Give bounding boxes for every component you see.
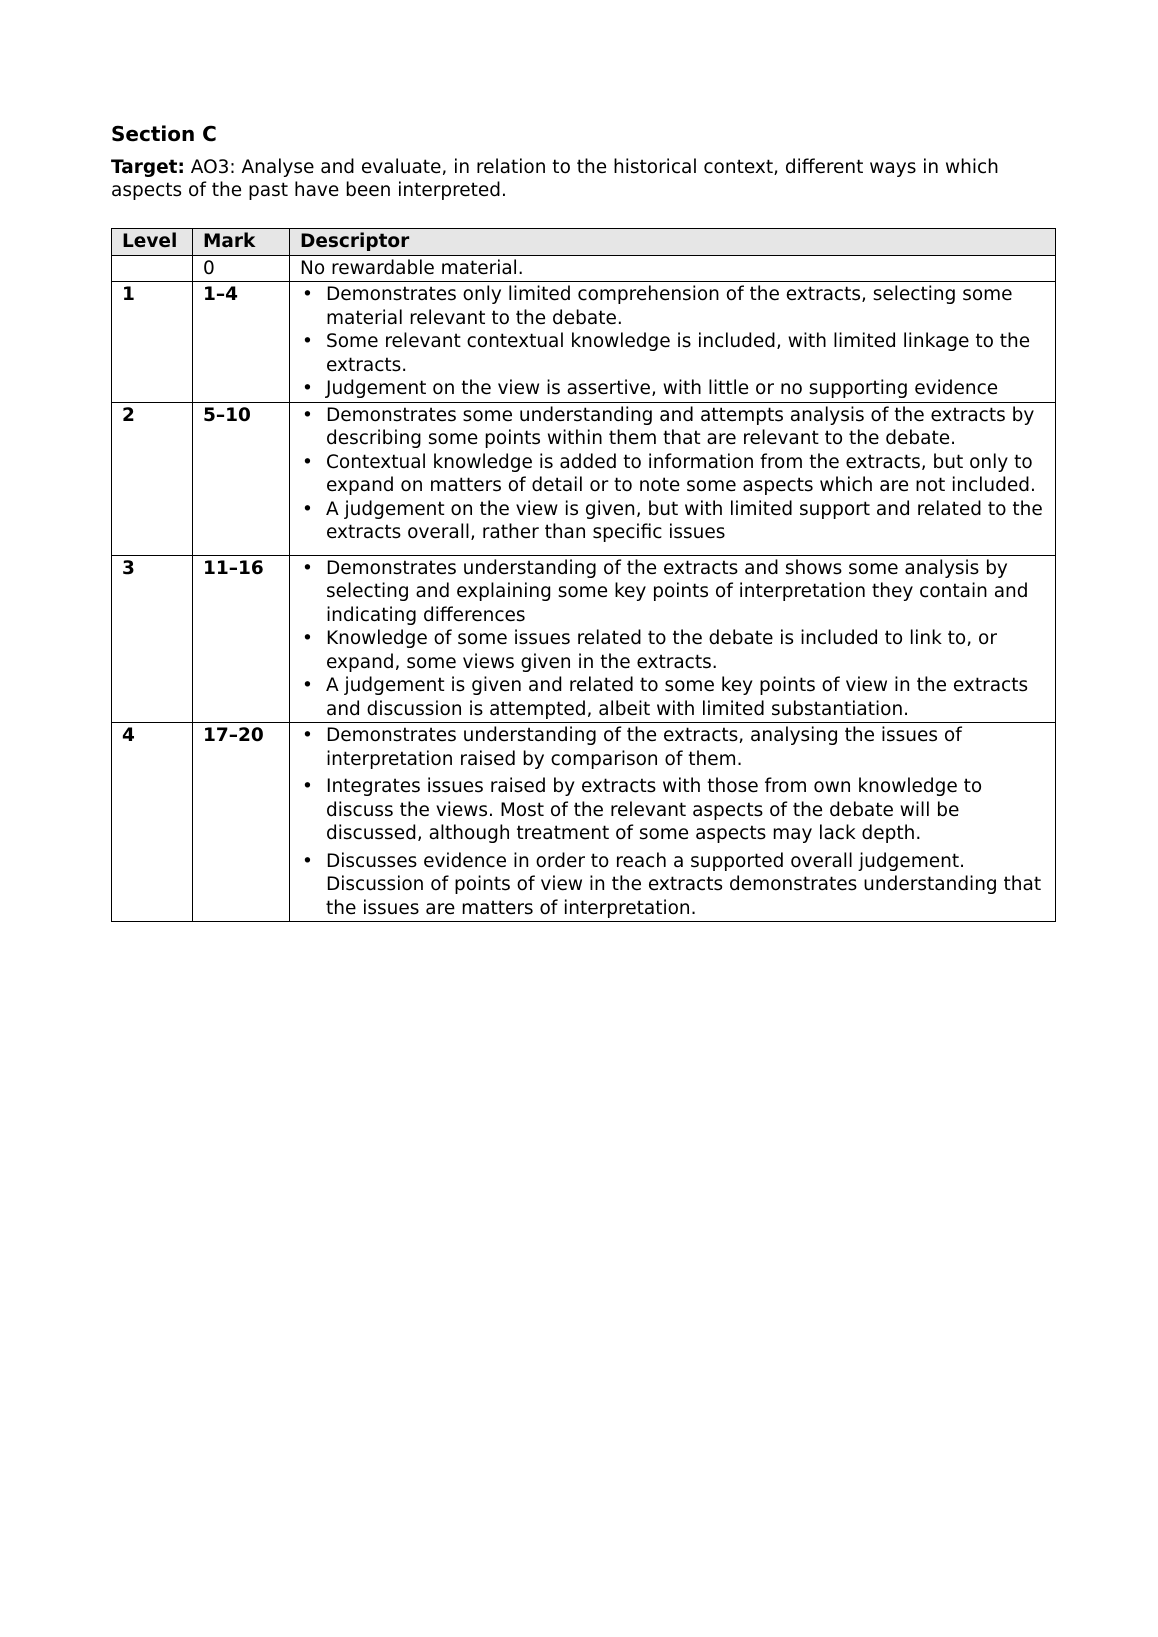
descriptor-bullet: • Contextual knowledge is added to information from the extracts, but only to expand on matters of detail or to note some aspects which are not included. <box>300 451 1045 498</box>
descriptor-list <box>300 557 1045 722</box>
level-cell: 1 <box>112 282 193 403</box>
descriptor-cell <box>290 723 1056 922</box>
descriptor-list <box>300 404 1045 545</box>
descriptor-list <box>300 724 1045 920</box>
mark-cell: 1–4 <box>193 282 290 403</box>
descriptor-bullet: • Discusses evidence in order to reach a supported overall judgement. Discussion of points of view in the extracts demonstrates understanding that the issues are matters of interpretation. <box>300 850 1045 921</box>
mark-cell: 17–20 <box>193 723 290 922</box>
descriptor-bullet: • Demonstrates only limited comprehension of the extracts, selecting some material relevant to the debate. <box>300 283 1045 330</box>
target-text: AO3: Analyse and evaluate, in relation to the historical context, different ways in which aspects of the past have been interpreted. <box>111 157 999 201</box>
header-descriptor: Descriptor <box>290 229 1056 256</box>
section-title: Section C <box>111 122 217 146</box>
document-page <box>111 122 1055 922</box>
mark-cell: 0 <box>193 255 290 282</box>
header-level: Level <box>112 229 193 256</box>
table-header-row <box>112 229 1056 256</box>
table-row <box>112 723 1056 922</box>
table-row <box>112 282 1056 403</box>
header-mark: Mark <box>193 229 290 256</box>
descriptor-bullet: • Demonstrates some understanding and attempts analysis of the extracts by describing some points within them that are relevant to the debate. <box>300 404 1045 451</box>
target-label: Target: <box>111 157 185 178</box>
descriptor-bullet: • Knowledge of some issues related to the debate is included to link to, or expand, some views given in the extracts. <box>300 627 1045 674</box>
descriptor-cell: No rewardable material. <box>290 255 1056 282</box>
descriptor-bullet: • Some relevant contextual knowledge is included, with limited linkage to the extracts. <box>300 330 1045 377</box>
descriptor-bullet: • Judgement on the view is assertive, with little or no supporting evidence <box>300 377 1045 401</box>
level-cell: 3 <box>112 555 193 723</box>
target-statement <box>111 156 1055 202</box>
mark-scheme-table <box>111 228 1056 922</box>
mark-cell: 5–10 <box>193 402 290 555</box>
descriptor-bullet: • A judgement is given and related to some key points of view in the extracts and discussion is attempted, albeit with limited substantiation. <box>300 674 1045 721</box>
descriptor-bullet: • A judgement on the view is given, but with limited support and related to the extracts overall, rather than specific issues <box>300 498 1045 545</box>
table-row <box>112 555 1056 723</box>
mark-cell: 11–16 <box>193 555 290 723</box>
descriptor-bullet: • Demonstrates understanding of the extracts, analysing the issues of interpretation raised by comparison of them. <box>300 724 1045 771</box>
descriptor-bullet: • Integrates issues raised by extracts with those from own knowledge to discuss the views. Most of the relevant aspects of the debate will be discussed, although treatment of some aspects may lack depth. <box>300 775 1045 846</box>
descriptor-list <box>300 283 1045 401</box>
level-cell <box>112 255 193 282</box>
descriptor-cell <box>290 555 1056 723</box>
table-row <box>112 255 1056 282</box>
level-cell: 2 <box>112 402 193 555</box>
descriptor-cell <box>290 282 1056 403</box>
table-row <box>112 402 1056 555</box>
level-cell: 4 <box>112 723 193 922</box>
descriptor-bullet: • Demonstrates understanding of the extracts and shows some analysis by selecting and explaining some key points of interpretation they contain and indicating differences <box>300 557 1045 628</box>
descriptor-cell <box>290 402 1056 555</box>
